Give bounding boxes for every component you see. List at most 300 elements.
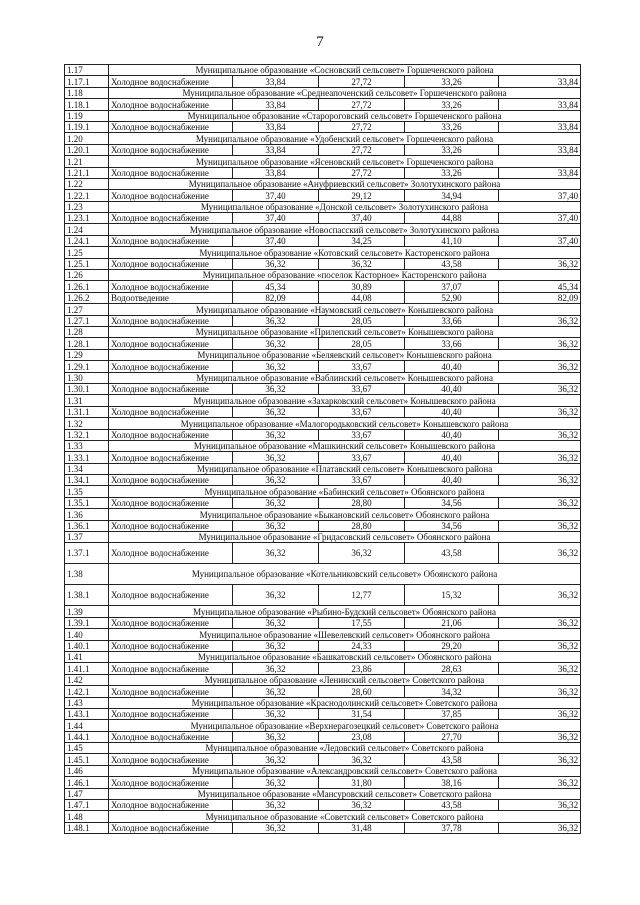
tariff-row	[65, 475, 581, 486]
tariff-value-3: 33,66	[405, 338, 499, 349]
tariff-value-3: 21,06	[405, 617, 499, 628]
municipality-name: Муниципальное образование «Старороговский сельсовет» Горшеченского района	[109, 110, 581, 121]
row-number: 1.19	[65, 110, 109, 121]
service-name: Холодное водоснабжение	[109, 76, 233, 87]
tariff-value-4: 36,32	[499, 338, 581, 349]
municipality-header-row	[65, 326, 581, 337]
municipality-name: Муниципальное образование «Краснодолинский сельсовет» Советского района	[109, 697, 581, 708]
tariff-row	[65, 777, 581, 788]
tariff-value-1: 36,32	[233, 640, 319, 651]
tariff-value-3: 40,40	[405, 406, 499, 417]
tariff-value-2: 31,80	[319, 777, 405, 788]
row-number: 1.31	[65, 395, 109, 406]
tariff-value-1: 36,32	[233, 800, 319, 811]
row-number: 1.28	[65, 326, 109, 337]
municipality-header-row	[65, 674, 581, 685]
tariff-value-3: 15,32	[405, 585, 499, 606]
tariff-value-3: 33,26	[405, 76, 499, 87]
row-number: 1.48.1	[65, 822, 109, 833]
tariff-value-3: 41,10	[405, 235, 499, 246]
tariff-value-4: 37,40	[499, 213, 581, 224]
municipality-header-row	[65, 133, 581, 144]
tariff-value-4: 37,40	[499, 190, 581, 201]
tariff-value-2: 27,72	[319, 76, 405, 87]
service-name: Холодное водоснабжение	[109, 777, 233, 788]
municipality-header-row	[65, 743, 581, 754]
tariff-row	[65, 213, 581, 224]
row-number: 1.41	[65, 651, 109, 662]
tariff-value-3: 43,58	[405, 800, 499, 811]
tariff-value-4: 36,32	[499, 640, 581, 651]
row-number: 1.25	[65, 247, 109, 258]
row-number: 1.35	[65, 486, 109, 497]
tariff-value-4: 36,32	[499, 315, 581, 326]
tariff-value-2: 33,67	[319, 406, 405, 417]
row-number: 1.31.1	[65, 406, 109, 417]
row-number: 1.26.2	[65, 292, 109, 303]
row-number: 1.44	[65, 720, 109, 731]
tariff-value-4: 33,84	[499, 99, 581, 110]
tariff-row	[65, 497, 581, 508]
service-name: Холодное водоснабжение	[109, 686, 233, 697]
tariff-value-4: 82,09	[499, 292, 581, 303]
tariff-value-4: 33,84	[499, 144, 581, 155]
row-number: 1.34.1	[65, 475, 109, 486]
tariff-value-2: 24,33	[319, 640, 405, 651]
tariff-value-3: 44,88	[405, 213, 499, 224]
service-name: Холодное водоснабжение	[109, 258, 233, 269]
municipality-header-row	[65, 532, 581, 543]
tariff-value-3: 38,16	[405, 777, 499, 788]
tariff-value-1: 36,32	[233, 543, 319, 564]
tariff-value-2: 36,32	[319, 543, 405, 564]
tariff-value-3: 43,58	[405, 258, 499, 269]
row-number: 1.26.1	[65, 281, 109, 292]
tariff-value-1: 36,32	[233, 383, 319, 394]
municipality-header-row	[65, 87, 581, 98]
tariff-value-1: 33,84	[233, 144, 319, 155]
service-name: Холодное водоснабжение	[109, 281, 233, 292]
municipality-name: Муниципальное образование «Новоспасский сельсовет» Золотухинского района	[109, 224, 581, 235]
service-name: Холодное водоснабжение	[109, 754, 233, 765]
row-number: 1.18.1	[65, 99, 109, 110]
tariff-value-1: 36,32	[233, 315, 319, 326]
tariff-value-3: 37,78	[405, 822, 499, 833]
tariff-value-4: 33,84	[499, 167, 581, 178]
service-name: Холодное водоснабжение	[109, 383, 233, 394]
row-number: 1.35.1	[65, 497, 109, 508]
tariff-value-4: 36,32	[499, 663, 581, 674]
tariff-value-1: 36,32	[233, 731, 319, 742]
row-number: 1.36	[65, 509, 109, 520]
row-number: 1.40	[65, 629, 109, 640]
row-number: 1.33.1	[65, 452, 109, 463]
municipality-header-row	[65, 564, 581, 585]
tariff-value-3: 33,66	[405, 315, 499, 326]
row-number: 1.22	[65, 178, 109, 189]
service-name: Холодное водоснабжение	[109, 663, 233, 674]
tariff-row	[65, 121, 581, 132]
tariff-value-2: 29,12	[319, 190, 405, 201]
municipality-name: Муниципальное образование «Донской сельсовет» Золотухинского района	[109, 201, 581, 212]
service-name: Холодное водоснабжение	[109, 520, 233, 531]
municipality-header-row	[65, 247, 581, 258]
municipality-name: Муниципальное образование «Шевелевский сельсовет» Обоянского района	[109, 629, 581, 640]
municipality-header-row	[65, 270, 581, 281]
municipality-header-row	[65, 304, 581, 315]
tariff-value-2: 31,54	[319, 708, 405, 719]
municipality-name: Муниципальное образование «Ленинский сельсовет» Советского района	[109, 674, 581, 685]
tariff-value-4: 36,32	[499, 429, 581, 440]
row-number: 1.37.1	[65, 543, 109, 564]
row-number: 1.20.1	[65, 144, 109, 155]
service-name: Холодное водоснабжение	[109, 452, 233, 463]
row-number: 1.32.1	[65, 429, 109, 440]
service-name: Холодное водоснабжение	[109, 190, 233, 201]
municipality-header-row	[65, 651, 581, 662]
tariff-value-3: 33,26	[405, 167, 499, 178]
row-number: 1.46.1	[65, 777, 109, 788]
tariff-row	[65, 585, 581, 606]
tariff-row	[65, 167, 581, 178]
service-name: Холодное водоснабжение	[109, 167, 233, 178]
municipality-name: Муниципальное образование «Котельниковский сельсовет» Обоянского района	[109, 564, 581, 585]
municipality-name: Муниципальное образование «Котовский сельсовет» Касторенского района	[109, 247, 581, 258]
row-number: 1.48	[65, 811, 109, 822]
tariff-row	[65, 686, 581, 697]
row-number: 1.36.1	[65, 520, 109, 531]
tariff-value-2: 27,72	[319, 121, 405, 132]
row-number: 1.27.1	[65, 315, 109, 326]
municipality-name: Муниципальное образование «Прилепский сельсовет» Конышевского района	[109, 326, 581, 337]
tariff-value-3: 40,40	[405, 452, 499, 463]
service-name: Холодное водоснабжение	[109, 99, 233, 110]
service-name: Холодное водоснабжение	[109, 144, 233, 155]
tariff-value-1: 36,32	[233, 754, 319, 765]
municipality-header-row	[65, 372, 581, 383]
tariff-value-4: 36,32	[499, 822, 581, 833]
municipality-name: Муниципальное образование «Захарковский сельсовет» Конышевского района	[109, 395, 581, 406]
service-name: Холодное водоснабжение	[109, 121, 233, 132]
municipality-name: Муниципальное образование «Сосновский сельсовет» Горшеченского района	[109, 65, 581, 76]
municipality-header-row	[65, 349, 581, 360]
row-number: 1.43	[65, 697, 109, 708]
tariff-value-4: 36,32	[499, 777, 581, 788]
municipality-name: Муниципальное образование «Наумовский сельсовет» Конышевского района	[109, 304, 581, 315]
tariff-value-1: 82,09	[233, 292, 319, 303]
tariff-value-3: 52,90	[405, 292, 499, 303]
tariff-value-2: 28,05	[319, 315, 405, 326]
service-name: Холодное водоснабжение	[109, 315, 233, 326]
tariff-value-4: 36,32	[499, 686, 581, 697]
municipality-header-row	[65, 201, 581, 212]
municipality-header-row	[65, 765, 581, 776]
municipality-name: Муниципальное образование «Александровский сельсовет» Советского района	[109, 765, 581, 776]
tariff-value-4: 36,32	[499, 475, 581, 486]
tariff-value-2: 33,67	[319, 452, 405, 463]
tariff-value-2: 28,80	[319, 520, 405, 531]
tariff-value-3: 34,32	[405, 686, 499, 697]
row-number: 1.44.1	[65, 731, 109, 742]
municipality-name: Муниципальное образование «Платавский сельсовет» Конышевского района	[109, 463, 581, 474]
municipality-name: Муниципальное образование «Рыбино-Будский сельсовет» Обоянского района	[109, 606, 581, 617]
row-number: 1.18	[65, 87, 109, 98]
tariff-value-2: 34,25	[319, 235, 405, 246]
row-number: 1.23.1	[65, 213, 109, 224]
municipality-header-row	[65, 720, 581, 731]
tariff-value-1: 45,34	[233, 281, 319, 292]
tariff-value-1: 36,32	[233, 475, 319, 486]
tariff-value-4: 36,32	[499, 543, 581, 564]
tariff-value-1: 36,32	[233, 777, 319, 788]
municipality-name: Муниципальное образование «Ваблинский сельсовет» Конышевского района	[109, 372, 581, 383]
tariff-row	[65, 731, 581, 742]
row-number: 1.22.1	[65, 190, 109, 201]
municipality-header-row	[65, 463, 581, 474]
tariff-value-2: 27,72	[319, 99, 405, 110]
row-number: 1.46	[65, 765, 109, 776]
row-number: 1.40.1	[65, 640, 109, 651]
row-number: 1.33	[65, 440, 109, 451]
tariff-value-3: 40,40	[405, 429, 499, 440]
tariff-row	[65, 822, 581, 833]
service-name: Холодное водоснабжение	[109, 406, 233, 417]
row-number: 1.30.1	[65, 383, 109, 394]
row-number: 1.45.1	[65, 754, 109, 765]
tariff-value-3: 40,40	[405, 383, 499, 394]
tariff-value-4: 36,32	[499, 617, 581, 628]
tariff-value-1: 36,32	[233, 429, 319, 440]
tariff-value-3: 33,26	[405, 144, 499, 155]
tariff-value-3: 34,56	[405, 497, 499, 508]
tariff-value-2: 28,60	[319, 686, 405, 697]
row-number: 1.43.1	[65, 708, 109, 719]
tariff-value-2: 31,48	[319, 822, 405, 833]
tariff-value-1: 36,32	[233, 822, 319, 833]
municipality-name: Муниципальное образование «Ануфриевский сельсовет» Золотухинского района	[109, 178, 581, 189]
tariff-row	[65, 190, 581, 201]
tariff-value-2: 33,67	[319, 383, 405, 394]
tariff-row	[65, 361, 581, 372]
row-number: 1.47	[65, 788, 109, 799]
row-number: 1.30	[65, 372, 109, 383]
municipality-name: Муниципальное образование «Мансуровский сельсовет» Советского района	[109, 788, 581, 799]
municipality-header-row	[65, 224, 581, 235]
row-number: 1.29	[65, 349, 109, 360]
service-name: Холодное водоснабжение	[109, 822, 233, 833]
tariff-value-1: 36,32	[233, 361, 319, 372]
tariff-value-2: 23,86	[319, 663, 405, 674]
tariff-value-3: 40,40	[405, 361, 499, 372]
tariff-value-2: 33,67	[319, 475, 405, 486]
municipality-name: Муниципальное образование «Быкановский сельсовет» Обоянского района	[109, 509, 581, 520]
tariff-row	[65, 429, 581, 440]
tariff-value-4: 36,32	[499, 754, 581, 765]
service-name: Холодное водоснабжение	[109, 800, 233, 811]
municipality-header-row	[65, 629, 581, 640]
tariff-row	[65, 617, 581, 628]
municipality-name: Муниципальное образование «Бабинский сельсовет» Обоянского района	[109, 486, 581, 497]
tariff-row	[65, 99, 581, 110]
tariff-value-1: 37,40	[233, 235, 319, 246]
municipality-header-row	[65, 395, 581, 406]
municipality-header-row	[65, 811, 581, 822]
tariff-row	[65, 800, 581, 811]
tariff-value-4: 36,32	[499, 520, 581, 531]
tariff-value-4: 36,32	[499, 497, 581, 508]
row-number: 1.32	[65, 418, 109, 429]
tariff-value-3: 34,56	[405, 520, 499, 531]
tariff-row	[65, 640, 581, 651]
municipality-name: Муниципальное образование «Малогородьковский сельсовет» Конышевского района	[109, 418, 581, 429]
row-number: 1.27	[65, 304, 109, 315]
tariff-value-1: 33,84	[233, 99, 319, 110]
row-number: 1.39.1	[65, 617, 109, 628]
row-number: 1.20	[65, 133, 109, 144]
tariff-row	[65, 338, 581, 349]
tariff-value-1: 36,32	[233, 452, 319, 463]
tariff-row	[65, 543, 581, 564]
row-number: 1.28.1	[65, 338, 109, 349]
tariff-value-3: 43,58	[405, 754, 499, 765]
tariff-value-1: 33,84	[233, 76, 319, 87]
tariff-value-1: 36,32	[233, 663, 319, 674]
tariff-value-2: 37,40	[319, 213, 405, 224]
tariff-value-4: 36,32	[499, 585, 581, 606]
tariff-value-2: 28,80	[319, 497, 405, 508]
tariff-value-4: 45,34	[499, 281, 581, 292]
municipality-header-row	[65, 440, 581, 451]
tariff-value-2: 30,89	[319, 281, 405, 292]
tariff-value-3: 40,40	[405, 475, 499, 486]
municipality-header-row	[65, 486, 581, 497]
tariff-value-1: 36,32	[233, 708, 319, 719]
tariff-value-2: 33,67	[319, 429, 405, 440]
tariff-row	[65, 663, 581, 674]
tariff-value-1: 36,32	[233, 338, 319, 349]
tariff-value-4: 36,32	[499, 361, 581, 372]
municipality-name: Муниципальное образование «Среднеапоченский сельсовет» Горшеченского района	[109, 87, 581, 98]
tariff-row	[65, 144, 581, 155]
tariff-value-1: 36,32	[233, 258, 319, 269]
row-number: 1.45	[65, 743, 109, 754]
tariff-row	[65, 754, 581, 765]
row-number: 1.38	[65, 564, 109, 585]
tariff-value-2: 27,72	[319, 167, 405, 178]
tariff-value-1: 33,84	[233, 167, 319, 178]
tariff-value-2: 23,08	[319, 731, 405, 742]
service-name: Водоотведение	[109, 292, 233, 303]
municipality-name: Муниципальное образование «Ледовский сельсовет» Советского района	[109, 743, 581, 754]
tariff-value-4: 37,40	[499, 235, 581, 246]
tariff-table	[64, 64, 581, 834]
tariff-value-3: 37,85	[405, 708, 499, 719]
service-name: Холодное водоснабжение	[109, 475, 233, 486]
row-number: 1.17.1	[65, 76, 109, 87]
service-name: Холодное водоснабжение	[109, 640, 233, 651]
service-name: Холодное водоснабжение	[109, 585, 233, 606]
tariff-value-4: 36,32	[499, 731, 581, 742]
municipality-header-row	[65, 178, 581, 189]
tariff-row	[65, 383, 581, 394]
tariff-value-2: 17,55	[319, 617, 405, 628]
tariff-value-1: 33,84	[233, 121, 319, 132]
tariff-value-1: 36,32	[233, 585, 319, 606]
tariff-value-3: 29,20	[405, 640, 499, 651]
municipality-name: Муниципальное образование «Машкинский сельсовет» Конышевского района	[109, 440, 581, 451]
row-number: 1.25.1	[65, 258, 109, 269]
tariff-value-3: 33,26	[405, 99, 499, 110]
row-number: 1.41.1	[65, 663, 109, 674]
row-number: 1.42	[65, 674, 109, 685]
tariff-value-2: 44,08	[319, 292, 405, 303]
service-name: Холодное водоснабжение	[109, 235, 233, 246]
municipality-name: Муниципальное образование «Удобенский сельсовет» Горшеченского района	[109, 133, 581, 144]
row-number: 1.23	[65, 201, 109, 212]
municipality-header-row	[65, 606, 581, 617]
row-number: 1.29.1	[65, 361, 109, 372]
row-number: 1.17	[65, 65, 109, 76]
tariff-value-4: 33,84	[499, 76, 581, 87]
municipality-header-row	[65, 65, 581, 76]
service-name: Холодное водоснабжение	[109, 731, 233, 742]
tariff-value-3: 28,63	[405, 663, 499, 674]
service-name: Холодное водоснабжение	[109, 617, 233, 628]
tariff-row	[65, 708, 581, 719]
row-number: 1.42.1	[65, 686, 109, 697]
row-number: 1.47.1	[65, 800, 109, 811]
service-name: Холодное водоснабжение	[109, 338, 233, 349]
page-number: 7	[316, 34, 324, 50]
municipality-header-row	[65, 156, 581, 167]
municipality-name: Муниципальное образование «Ясеновский сельсовет» Горшеченского района	[109, 156, 581, 167]
tariff-table-body	[65, 65, 581, 834]
row-number: 1.21.1	[65, 167, 109, 178]
tariff-value-1: 37,40	[233, 213, 319, 224]
tariff-row	[65, 292, 581, 303]
tariff-value-2: 36,32	[319, 258, 405, 269]
row-number: 1.39	[65, 606, 109, 617]
tariff-value-3: 34,94	[405, 190, 499, 201]
tariff-value-2: 28,05	[319, 338, 405, 349]
tariff-row	[65, 235, 581, 246]
row-number: 1.34	[65, 463, 109, 474]
municipality-name: Муниципальное образование «Гридасовский сельсовет» Обоянского района	[109, 532, 581, 543]
tariff-value-1: 36,32	[233, 520, 319, 531]
tariff-value-4: 36,32	[499, 383, 581, 394]
tariff-value-2: 12,77	[319, 585, 405, 606]
row-number: 1.37	[65, 532, 109, 543]
row-number: 1.24	[65, 224, 109, 235]
municipality-header-row	[65, 418, 581, 429]
row-number: 1.19.1	[65, 121, 109, 132]
service-name: Холодное водоснабжение	[109, 213, 233, 224]
tariff-value-3: 27,70	[405, 731, 499, 742]
tariff-value-4: 36,32	[499, 452, 581, 463]
tariff-row	[65, 76, 581, 87]
municipality-header-row	[65, 697, 581, 708]
tariff-value-2: 36,32	[319, 800, 405, 811]
tariff-row	[65, 520, 581, 531]
municipality-name: Муниципальное образование «Верхнерагозецкий сельсовет» Советского района	[109, 720, 581, 731]
tariff-value-4: 36,32	[499, 258, 581, 269]
tariff-row	[65, 281, 581, 292]
municipality-name: Муниципальное образование «поселок Касторное» Касторенского района	[109, 270, 581, 281]
tariff-value-1: 36,32	[233, 406, 319, 417]
tariff-row	[65, 258, 581, 269]
service-name: Холодное водоснабжение	[109, 429, 233, 440]
service-name: Холодное водоснабжение	[109, 708, 233, 719]
